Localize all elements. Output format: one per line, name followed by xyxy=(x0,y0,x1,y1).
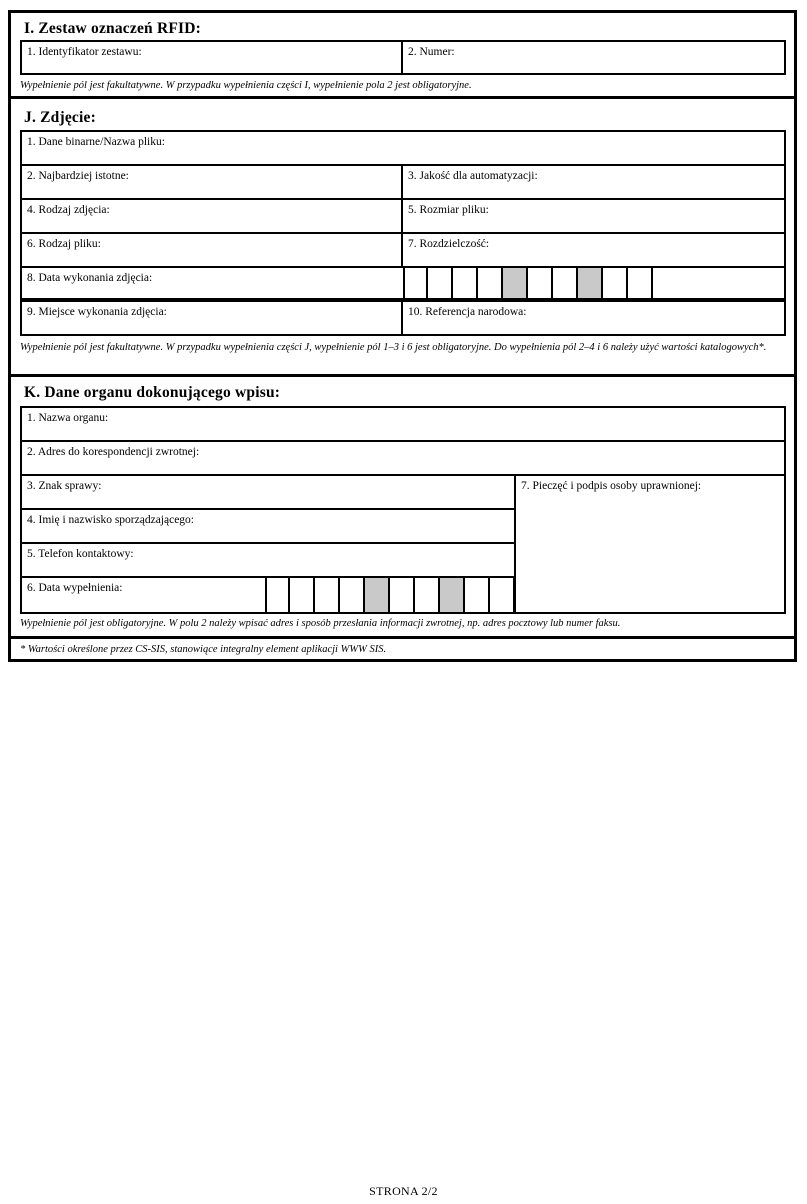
section-rfid xyxy=(11,13,794,96)
authority-name-field[interactable] xyxy=(20,406,786,442)
page-number: STRONA 2/2 xyxy=(369,1184,438,1198)
section-authority xyxy=(11,374,794,636)
photo-file-size-field[interactable] xyxy=(403,198,786,234)
photo-most-relevant-field[interactable] xyxy=(20,164,403,200)
rfid-set-id-field[interactable] xyxy=(20,40,403,75)
photo-file-size-label: 5. Rozmiar pliku: xyxy=(408,204,489,216)
date-digit-cell[interactable] xyxy=(403,268,428,298)
date-separator-cell xyxy=(365,578,390,612)
photo-type-label: 4. Rodzaj zdjęcia: xyxy=(27,204,110,216)
date-digit-cell[interactable] xyxy=(465,578,490,612)
stamp-signature-label: 7. Pieczęć i podpis osoby uprawnionej: xyxy=(521,480,702,492)
photo-date-taken-input[interactable] xyxy=(403,266,653,300)
contact-phone-label: 5. Telefon kontaktowy: xyxy=(27,548,134,560)
date-digit-cell[interactable] xyxy=(490,578,515,612)
catalog-footnote: * Wartości określone przez CS-SIS, stanowiące integralny element aplikacji WWW SIS. xyxy=(20,644,387,655)
preparer-name-field[interactable] xyxy=(20,508,516,544)
photo-binary-filename-field[interactable] xyxy=(20,130,786,166)
photo-resolution-label: 7. Rozdzielczość: xyxy=(408,238,490,250)
photo-resolution-field[interactable] xyxy=(403,232,786,268)
photo-date-taken-label: 8. Data wykonania zdjęcia: xyxy=(27,272,153,284)
section-rfid-note: Wypełnienie pól jest fakultatywne. W przypadku wypełnienia części I, wypełnienie pola 2 jest obligatoryjne. xyxy=(20,80,472,91)
contact-phone-field[interactable] xyxy=(20,542,516,578)
section-photo xyxy=(11,96,794,374)
date-digit-cell[interactable] xyxy=(453,268,478,298)
photo-location-label: 9. Miejsce wykonania zdjęcia: xyxy=(27,306,167,318)
authority-return-address-field[interactable] xyxy=(20,440,786,476)
case-reference-field[interactable] xyxy=(20,474,516,510)
rfid-set-id-label: 1. Identyfikator zestawu: xyxy=(27,46,142,58)
authority-name-label: 1. Nazwa organu: xyxy=(27,412,109,424)
date-digit-cell[interactable] xyxy=(553,268,578,298)
date-digit-cell[interactable] xyxy=(478,268,503,298)
photo-national-reference-label: 10. Referencja narodowa: xyxy=(408,306,527,318)
date-digit-cell[interactable] xyxy=(265,578,290,612)
photo-automation-quality-field[interactable] xyxy=(403,164,786,200)
photo-file-type-label: 6. Rodzaj pliku: xyxy=(27,238,101,250)
date-digit-cell[interactable] xyxy=(628,268,653,298)
date-digit-cell[interactable] xyxy=(290,578,315,612)
photo-location-field[interactable] xyxy=(20,300,403,336)
date-digit-cell[interactable] xyxy=(390,578,415,612)
section-photo-note: Wypełnienie pól jest fakultatywne. W przypadku wypełnienia części J, wypełnienie pól 1–3 i 6 jest obligatoryjne. Do wypełnienia pól 2–4 i 6 należy użyć wartości katalogowych*. xyxy=(20,342,767,353)
date-digit-cell[interactable] xyxy=(603,268,628,298)
date-digit-cell[interactable] xyxy=(528,268,553,298)
section-authority-note: Wypełnienie pól jest obligatoryjne. W polu 2 należy wpisać adres i sposób przesłania informacji zwrotnej, np. adres pocztowy lub numer faksu. xyxy=(20,618,621,629)
section-authority-title: K. Dane organu dokonującego wpisu: xyxy=(24,384,281,401)
date-separator-cell xyxy=(578,268,603,298)
date-separator-cell xyxy=(503,268,528,298)
section-photo-title: J. Zdjęcie: xyxy=(24,109,96,126)
preparer-name-label: 4. Imię i nazwisko sporządzającego: xyxy=(27,514,195,526)
footnote-section xyxy=(11,636,794,662)
date-digit-cell[interactable] xyxy=(415,578,440,612)
date-digit-cell[interactable] xyxy=(315,578,340,612)
photo-national-reference-field[interactable] xyxy=(403,300,786,336)
completion-date-input[interactable] xyxy=(265,576,515,614)
date-separator-cell xyxy=(440,578,465,612)
stamp-signature-field[interactable] xyxy=(514,474,786,614)
case-reference-label: 3. Znak sprawy: xyxy=(27,480,102,492)
photo-type-field[interactable] xyxy=(20,198,403,234)
date-digit-cell[interactable] xyxy=(340,578,365,612)
photo-binary-filename-label: 1. Dane binarne/Nazwa pliku: xyxy=(27,136,165,148)
form-page xyxy=(8,10,797,662)
rfid-number-field[interactable] xyxy=(403,40,786,75)
date-digit-cell[interactable] xyxy=(428,268,453,298)
section-rfid-title: I. Zestaw oznaczeń RFID: xyxy=(24,20,201,37)
authority-return-address-label: 2. Adres do korespondencji zwrotnej: xyxy=(27,446,200,458)
photo-automation-quality-label: 3. Jakość dla automatyzacji: xyxy=(408,170,538,182)
rfid-number-label: 2. Numer: xyxy=(408,46,455,58)
photo-file-type-field[interactable] xyxy=(20,232,403,268)
completion-date-label: 6. Data wypełnienia: xyxy=(27,582,123,594)
photo-most-relevant-label: 2. Najbardziej istotne: xyxy=(27,170,129,182)
